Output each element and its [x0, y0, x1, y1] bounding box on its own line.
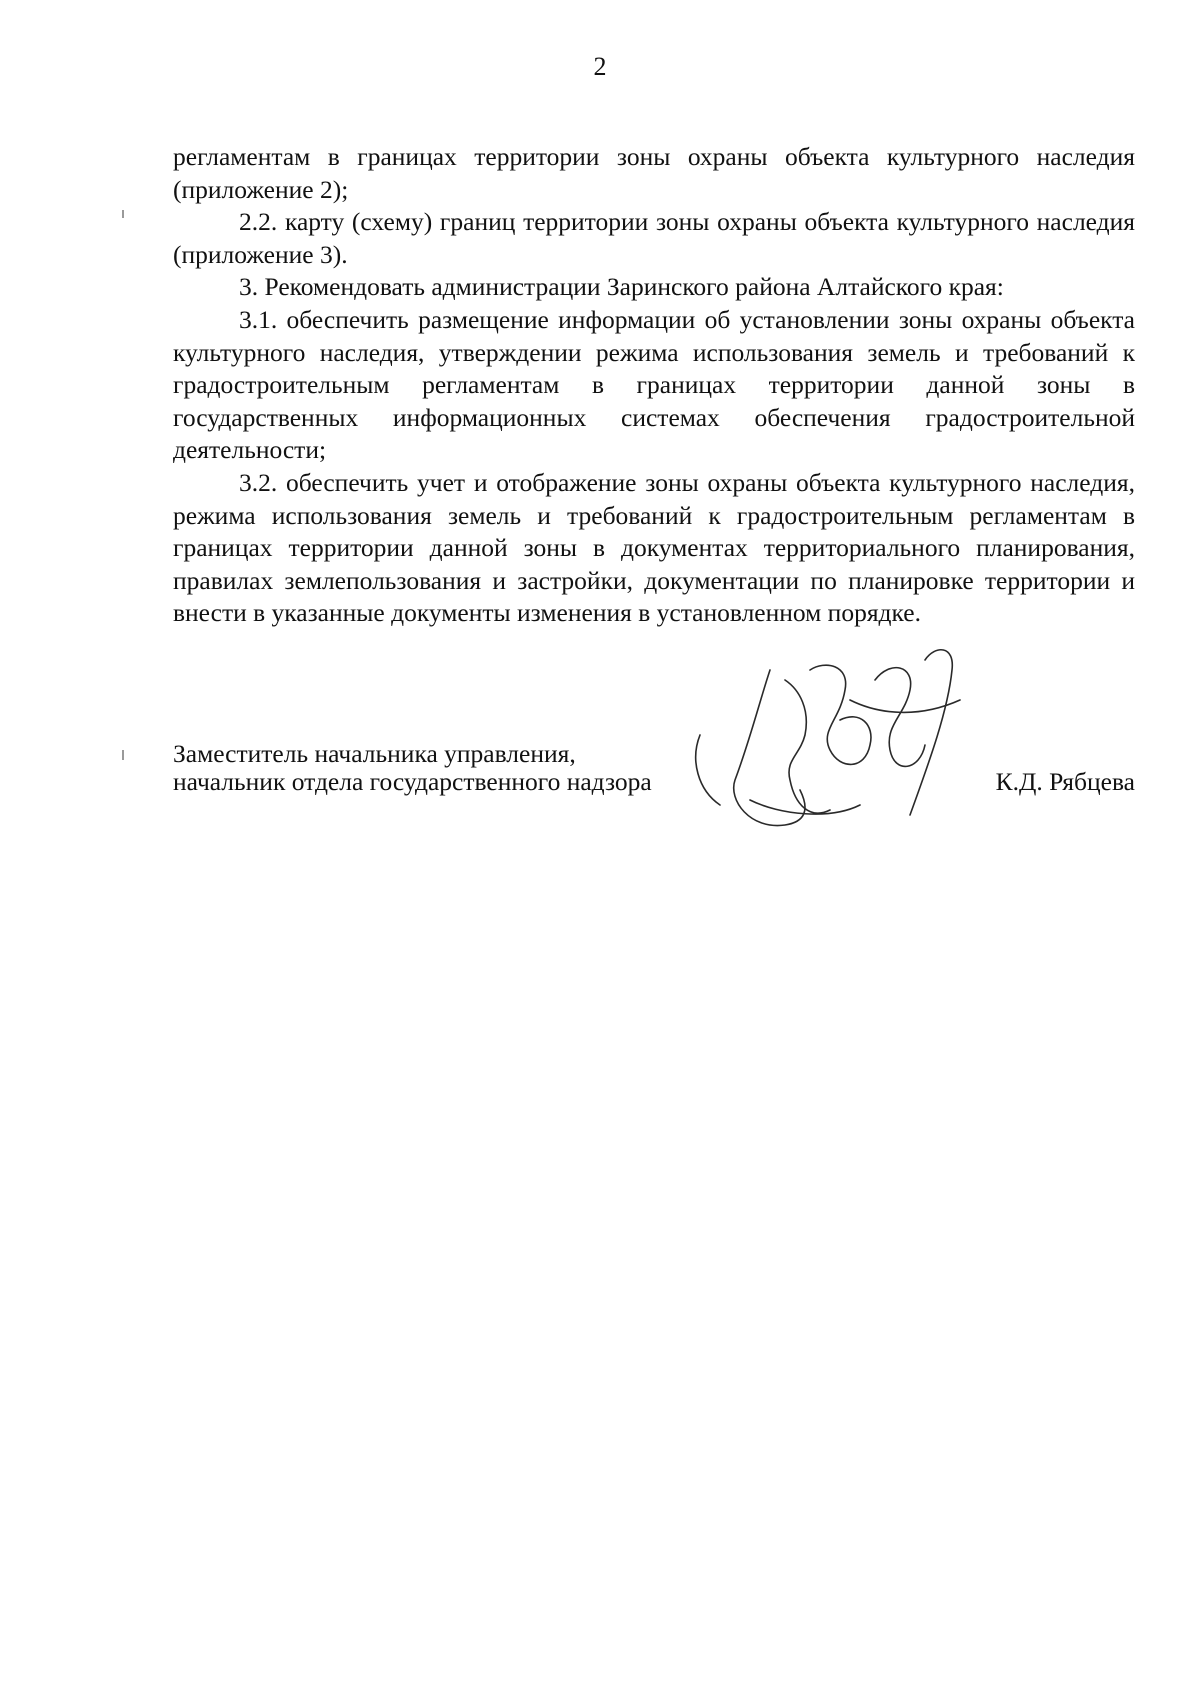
scan-artifact	[122, 750, 124, 760]
paragraph-3: 3. Рекомендовать администрации Заринского района Алтайского края:	[239, 272, 1004, 302]
paragraph-3-2: 3.2. обеспечить учет и отображение зоны охраны объекта культурного наследия, режима использования земель и требований к градостроительным регламентам в границах территории данной зоны в документах территориального планирования, правилах землепользования и застройки, документации по планировке территории и внести в указанные документы изменения в установленном порядке.	[173, 467, 1135, 628]
signer-position-line-2: начальник отдела государственного надзора	[173, 767, 652, 796]
paragraph-2-2: 2.2. карту (схему) границ территории зоны охраны объекта культурного наследия (приложение 3).	[173, 207, 1135, 269]
signer-position-line-1: Заместитель начальника управления,	[173, 739, 576, 768]
scan-artifact	[122, 210, 124, 218]
signer-position	[173, 740, 1135, 796]
page-number: 2	[593, 52, 607, 81]
paragraph-3-1: 3.1. обеспечить размещение информации об установлении зоны охраны объекта культурного наследия, утверждении режима использования земель и требований к градостроительным регламентам в границах территории данной зоны в государственных информационных системах обеспечения градостроительной деятельности;	[173, 304, 1135, 465]
paragraph-continuation: регламентам в границах территории зоны охраны объекта культурного наследия (приложение 2);	[173, 142, 1135, 204]
signer-name: К.Д. Рябцева	[995, 767, 1135, 796]
document-body	[173, 141, 1135, 630]
